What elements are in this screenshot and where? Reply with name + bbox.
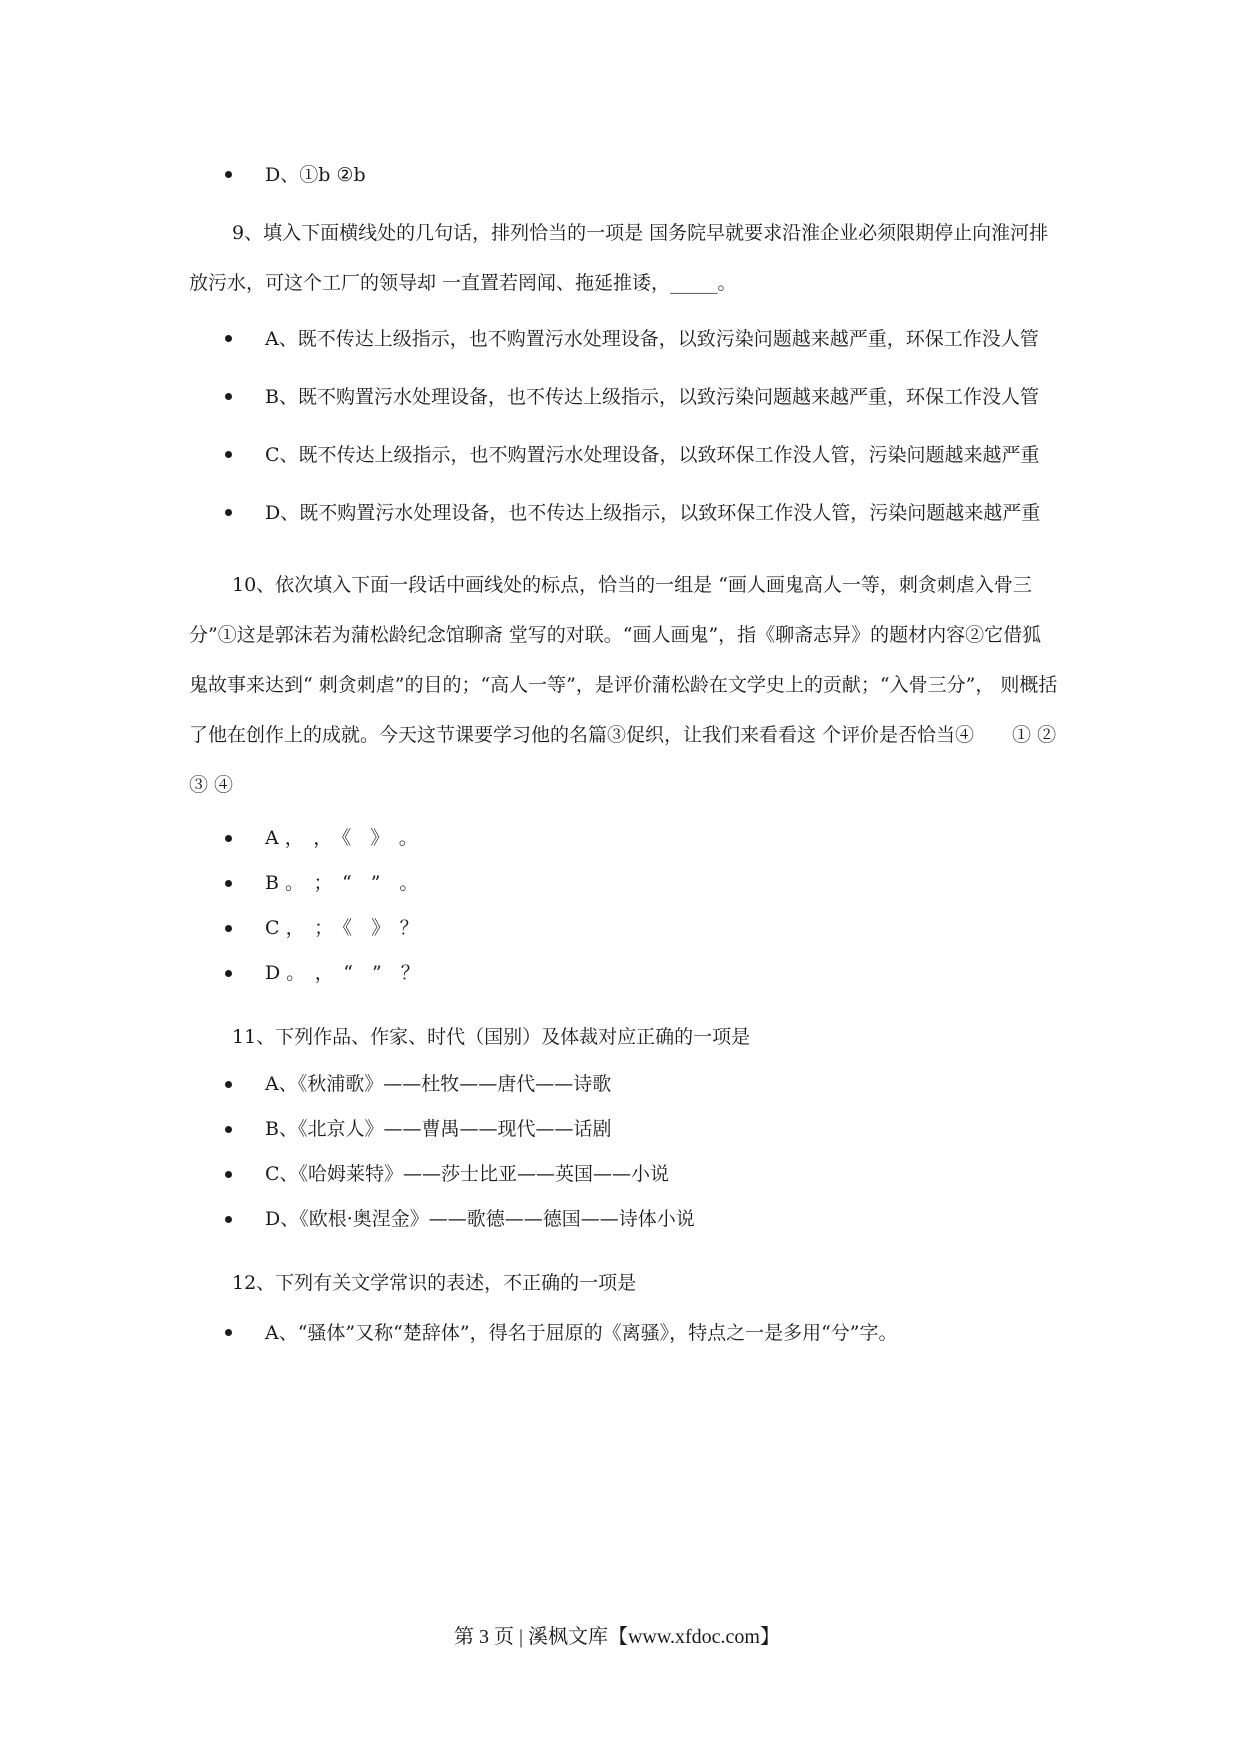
q8-option-d <box>189 150 1059 200</box>
q12-option-a <box>189 1308 1059 1358</box>
q9-option-d <box>189 488 1059 538</box>
q10-stem: 10、依次填入下面一段话中画线处的标点，恰当的一组是 “画人画鬼高人一等，刺贪刺虐入骨三分”①这是郭沫若为蒲松龄纪念馆聊斋 堂写的对联。“画人画鬼”，指《聊斋志异》的题材内容②它借狐鬼故事来达到“ 刺贪刺虐”的目的；“高人一等”，是评价蒲松龄在文学史上的贡献；“入骨三分”， 则概括了他在创作上的成就。今天这节课要学习他的名篇③促织，让我们来看看这 个评价是否恰当④ ① ② ③ ④ <box>189 574 1058 796</box>
bullet-icon <box>225 1216 232 1223</box>
bullet-icon <box>225 509 232 516</box>
q9-option-b <box>189 372 1059 422</box>
option-text: A、“骚体”又称“楚辞体”，得名于屈原的《离骚》，特点之一是多用“兮”字。 <box>265 1322 898 1344</box>
q11-option-c <box>189 1152 1059 1197</box>
bullet-icon <box>225 451 232 458</box>
q10-option-a <box>189 816 1059 861</box>
q9-stem: 9、填入下面横线处的几句话，排列恰当的一项是 国务院早就要求沿淮企业必须限期停止向淮河排放污水，可这个工厂的领导却 一直置若罔闻、拖延推诿，_____。 <box>189 222 1049 294</box>
q10-option-b <box>189 861 1059 906</box>
q10-option-d <box>189 951 1059 996</box>
page-footer: 第 3 页 | 溪枫文库【www.xfdoc.com】 <box>453 1626 780 1648</box>
q9-option-c <box>189 430 1059 480</box>
bullet-icon <box>225 393 232 400</box>
q12-stem: 12、下列有关文学常识的表述，不正确的一项是 <box>232 1272 637 1294</box>
bullet-icon <box>225 925 232 932</box>
bullet-icon <box>225 1126 232 1133</box>
q12-options <box>189 1308 1059 1358</box>
bullet-icon <box>225 1171 232 1178</box>
q11-option-a <box>189 1062 1059 1107</box>
bullet-icon <box>225 1329 232 1336</box>
q9-option-a <box>189 314 1059 364</box>
page-content <box>189 150 1059 1358</box>
bullet-icon <box>225 171 232 178</box>
option-text: C ， ； 《 》 ？ <box>265 917 419 939</box>
q10-option-c <box>189 906 1059 951</box>
option-text: D、①b ②b <box>265 164 366 186</box>
bullet-icon <box>225 335 232 342</box>
option-text: B、既不购置污水处理设备，也不传达上级指示，以致污染问题越来越严重，环保工作没人管 <box>265 386 1039 408</box>
option-text: B 。 ； “ ” 。 <box>265 872 419 894</box>
bullet-icon <box>225 970 232 977</box>
option-text: C、既不传达上级指示，也不购置污水处理设备，以致环保工作没人管，污染问题越来越严重 <box>265 444 1040 466</box>
option-text: A、《秋浦歌》——杜牧——唐代——诗歌 <box>265 1073 612 1095</box>
q11-option-b <box>189 1107 1059 1152</box>
option-text: D、《欧根·奥涅金》——歌德——德国——诗体小说 <box>265 1208 695 1230</box>
option-text: A ， ， 《 》 。 <box>265 827 418 849</box>
bullet-icon <box>225 1081 232 1088</box>
option-text: A、既不传达上级指示，也不购置污水处理设备，以致污染问题越来越严重，环保工作没人管 <box>265 328 1039 350</box>
q8-options <box>189 150 1059 200</box>
q10-options <box>189 816 1059 996</box>
q11-options <box>189 1062 1059 1242</box>
option-text: D、既不购置污水处理设备，也不传达上级指示，以致环保工作没人管，污染问题越来越严重 <box>265 502 1041 524</box>
q11-stem: 11、下列作品、作家、时代（国别）及体裁对应正确的一项是 <box>232 1026 751 1048</box>
bullet-icon <box>225 880 232 887</box>
q9-options <box>189 314 1059 538</box>
q11-option-d <box>189 1197 1059 1242</box>
option-text: B、《北京人》——曹禺——现代——话剧 <box>265 1118 612 1140</box>
option-text: C、《哈姆莱特》——莎士比亚——英国——小说 <box>265 1163 670 1185</box>
bullet-icon <box>225 835 232 842</box>
option-text: D 。 ， “ ” ？ <box>265 962 420 984</box>
